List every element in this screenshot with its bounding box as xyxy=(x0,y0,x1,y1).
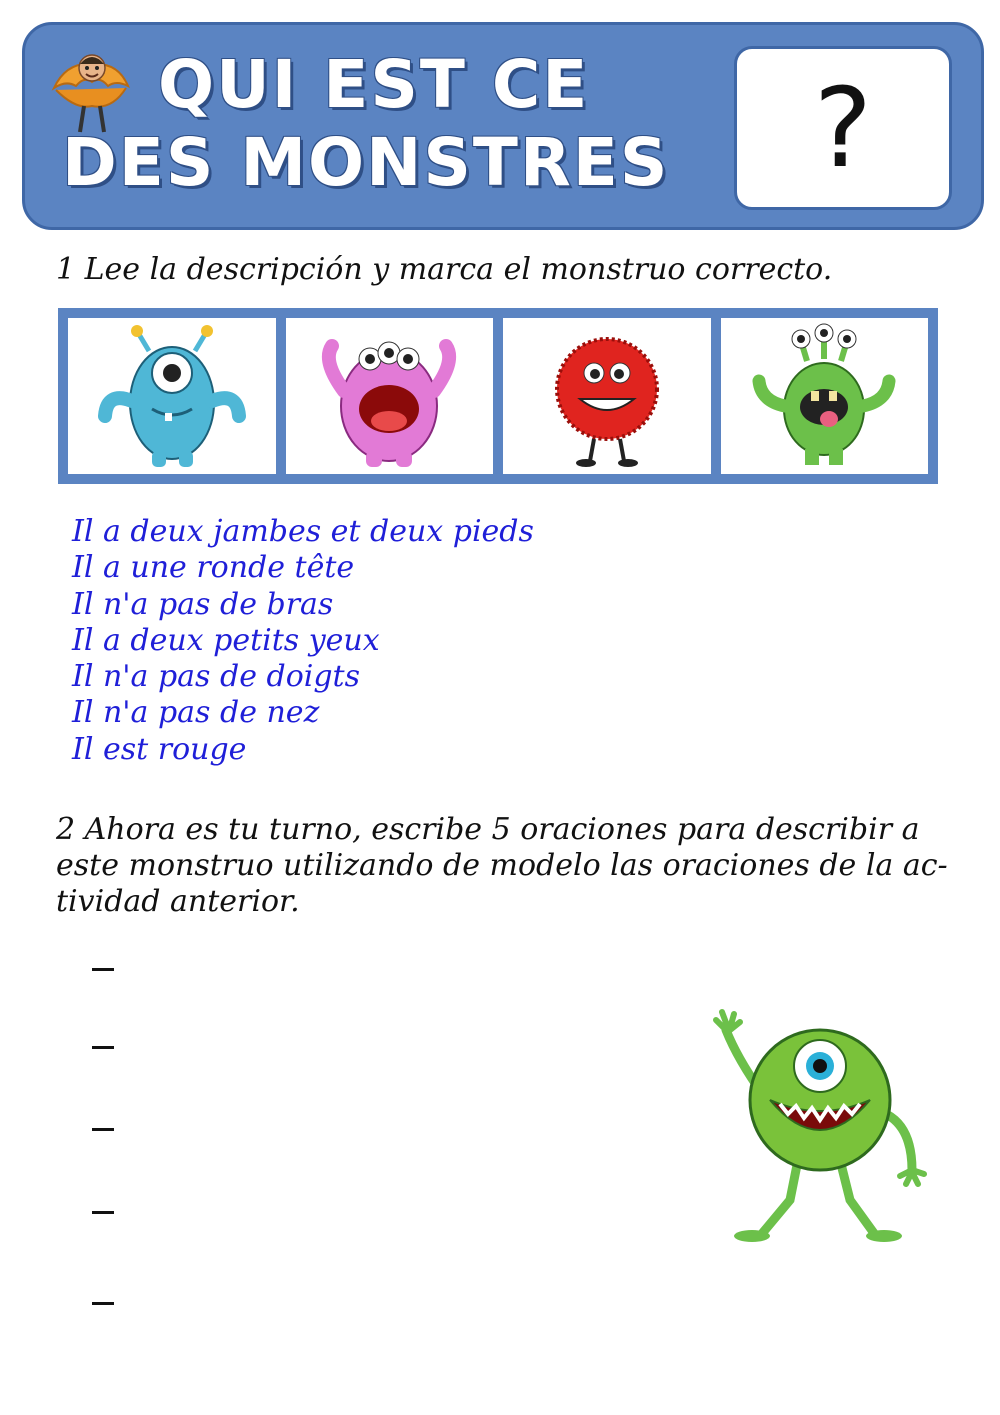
red-furry-monster-icon xyxy=(532,321,682,471)
answer-line-5[interactable] xyxy=(92,1302,114,1305)
monster-option-4[interactable] xyxy=(721,318,929,474)
description-line: Il est rouge xyxy=(72,731,247,767)
answer-line-1[interactable] xyxy=(92,968,114,971)
exercise-2-instruction xyxy=(56,812,948,920)
answer-line-4[interactable] xyxy=(92,1211,114,1214)
instruction-line: tividad anterior. xyxy=(56,884,300,919)
instruction-line: 2 Ahora es tu turno, escribe 5 oraciones para describir a xyxy=(56,812,920,847)
blue-cyclops-monster-icon xyxy=(97,321,247,471)
monster-choice-grid xyxy=(58,308,938,484)
question-mark-box xyxy=(734,46,952,210)
description-line: Il a deux petits yeux xyxy=(72,622,380,658)
answer-line-3[interactable] xyxy=(92,1128,114,1131)
monster-option-1[interactable] xyxy=(68,318,276,474)
answer-line-2[interactable] xyxy=(92,1046,114,1049)
green-one-eyed-monster-icon xyxy=(700,1000,940,1250)
instruction-line: este monstruo utilizando de modelo las oraciones de la ac- xyxy=(56,848,948,883)
description-line: Il n'a pas de bras xyxy=(72,586,334,622)
page-title xyxy=(62,46,722,202)
green-three-eyed-monster-icon xyxy=(749,321,899,471)
description-list xyxy=(72,514,534,768)
monster-option-2[interactable] xyxy=(286,318,494,474)
exercise-1-instruction: 1 Lee la descripción y marca el monstruo correcto. xyxy=(56,252,833,287)
title-line-2: DES MONSTRES xyxy=(62,124,670,201)
question-mark: ? xyxy=(813,64,873,192)
description-line: Il a deux jambes et deux pieds xyxy=(72,514,534,549)
monster-option-3[interactable] xyxy=(503,318,711,474)
title-line-1: QUI EST CE xyxy=(158,46,590,123)
pink-three-eyed-monster-icon xyxy=(314,321,464,471)
description-line: Il n'a pas de doigts xyxy=(72,659,361,695)
description-line: Il n'a pas de nez xyxy=(72,695,320,731)
description-line: Il a une ronde tête xyxy=(72,550,355,586)
